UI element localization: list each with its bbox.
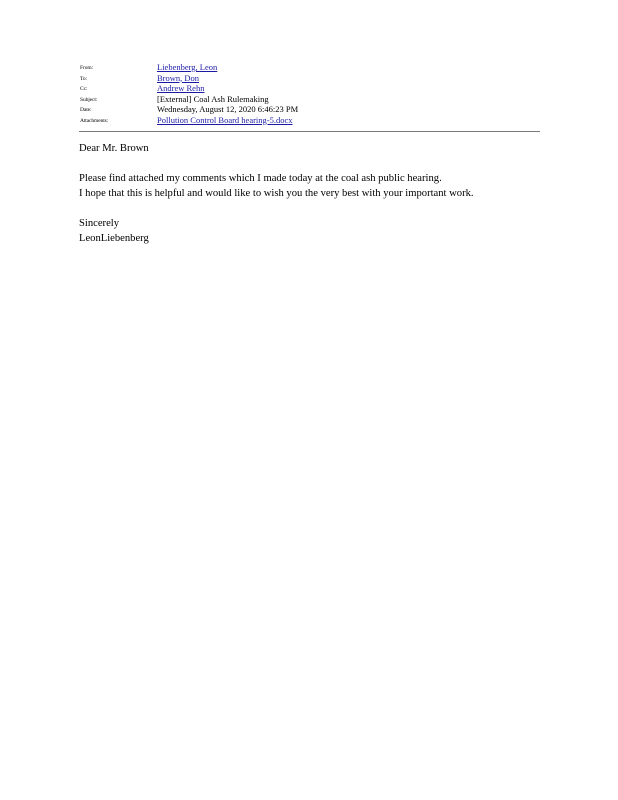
spacer xyxy=(79,201,549,216)
header-divider xyxy=(79,131,540,132)
from-link[interactable]: Liebenberg, Leon xyxy=(157,62,218,72)
body-line-2: I hope that this is helpful and would like to wish you the very best with your important work. xyxy=(79,188,474,199)
from-label: From: xyxy=(80,65,93,71)
email-header xyxy=(80,62,540,125)
cc-link[interactable]: Andrew Rehn xyxy=(157,83,205,93)
to-label: To: xyxy=(80,75,87,82)
spacer xyxy=(79,156,549,171)
signature: LeonLiebenberg xyxy=(79,233,149,244)
subject-value: [External] Coal Ash Rulemaking xyxy=(157,93,269,104)
date-value: Wednesday, August 12, 2020 6:46:23 PM xyxy=(157,104,299,114)
attachment-link[interactable]: Pollution Control Board hearing-5.docx xyxy=(157,114,293,125)
from-row xyxy=(80,62,540,73)
date-label: Date: xyxy=(80,107,92,113)
body-line-1: Please find attached my comments which I made today at the coal ash public hearing. xyxy=(79,173,442,184)
email-body xyxy=(79,141,549,246)
greeting: Dear Mr. Brown xyxy=(79,143,149,154)
cc-row xyxy=(80,83,540,94)
attachments-row xyxy=(80,115,540,126)
attachments-label: Attachments: xyxy=(80,117,109,124)
subject-label: Subject: xyxy=(80,96,98,103)
to-link[interactable]: Brown, Don xyxy=(157,72,200,83)
closing: Sincerely xyxy=(79,218,120,229)
cc-label: Cc: xyxy=(80,86,88,92)
subject-row xyxy=(80,94,540,105)
to-row xyxy=(80,73,540,84)
date-row xyxy=(80,104,540,115)
